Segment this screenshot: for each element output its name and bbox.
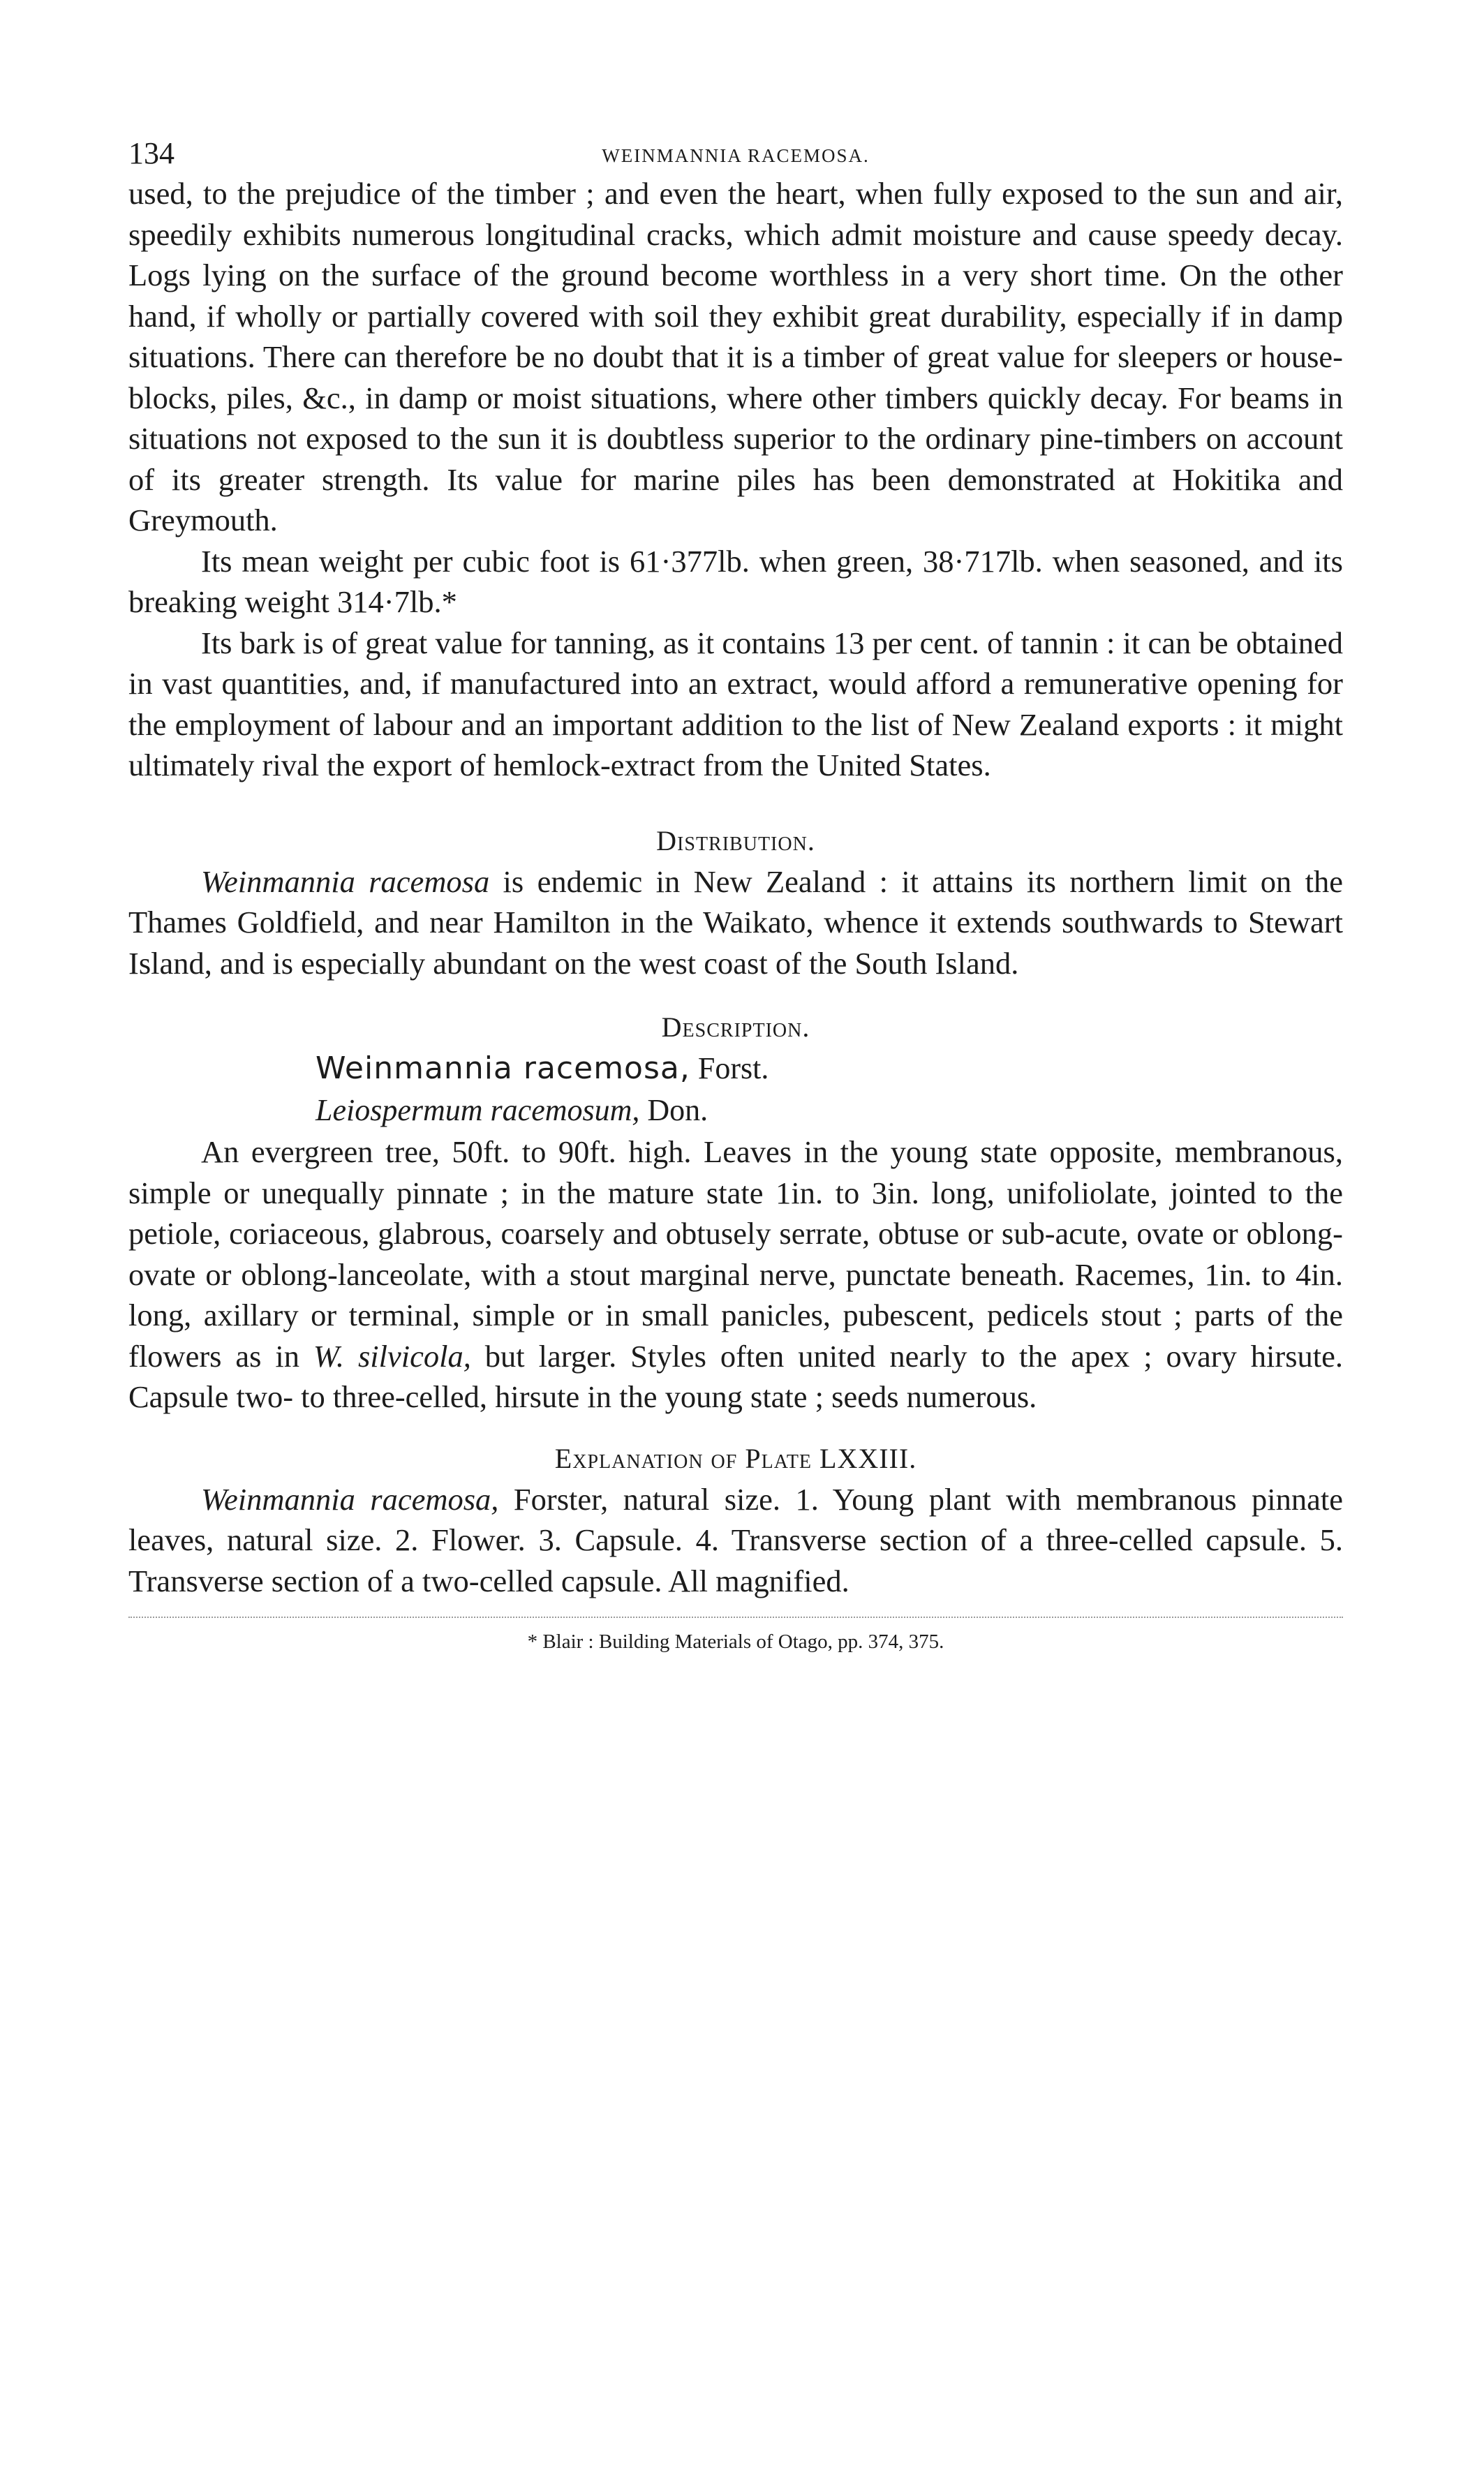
paragraph-timber-weight: Its mean weight per cubic foot is 61·377lb. when green, 38·717lb. when seasoned, and its breaking weight 314·7lb.* bbox=[128, 543, 1343, 619]
species-name: Weinmannia racemosa, bbox=[316, 1050, 690, 1086]
plate-species: Weinmannia racemosa, bbox=[201, 1481, 499, 1517]
footnote: * Blair : Building Materials of Otago, pp. 374, 375. bbox=[527, 1631, 944, 1653]
distribution-heading: Distribution. bbox=[656, 824, 815, 856]
species-line bbox=[316, 1048, 1343, 1090]
synonym-name: Leiospermum racemosum, bbox=[316, 1093, 640, 1127]
page-number: 134 bbox=[128, 136, 175, 170]
description-heading: Description. bbox=[661, 1011, 810, 1043]
running-title: WEINMANNIA RACEMOSA. bbox=[602, 145, 870, 166]
page bbox=[128, 134, 1343, 1656]
description-ref-species: W. silvicola, bbox=[313, 1338, 471, 1374]
paragraph-timber-durability: used, to the prejudice of the timber ; and even the heart, when fully exposed to the sun and air, speedily exhibits numerous longitudinal cracks, which admit moisture and cause speedy decay. Logs lying on the surface of the ground become worthless in a very short time. On the other hand, if wholly or partially covered with soil they exhibit great durability, especially if in damp situations. There can therefore be no doubt that it is a timber of great value for sleepers or house-blocks, piles, &c., in damp or moist situations, where other timbers quickly decay. For beams in situations not exposed to the sun it is doubtless superior to the ordinary pine-timbers on account of its greater strength. Its value for marine piles has been demonstrated at Hokitika and Greymouth. bbox=[128, 176, 1343, 537]
plate-text: Forster, natural size. 1. Young plant with membranous pinnate leaves, natural size. 2. Flower. 3. Capsule. 4. Transverse section of a three-celled capsule. 5. Transverse section of a two-celled capsule. All magnified. bbox=[128, 1481, 1343, 1598]
species-author: Forst. bbox=[690, 1051, 769, 1085]
description-text-b: but larger. Styles often united nearly to the apex ; ovary hirsute. Capsule two- to three-celled, hirsute in the young state ; seeds numerous. bbox=[128, 1338, 1343, 1414]
description-text-a: An evergreen tree, 50ft. to 90ft. high. Leaves in the young state opposite, membranous, simple or unequally pinnate ; in the mature state 1in. to 3in. long, unifoliolate, jointed to the petiole, coriaceous, glabrous, coarsely and obtusely serrate, obtuse or sub-acute, ovate or oblong-ovate or oblong-lanceolate, with a stout marginal nerve, punctate beneath. Racemes, 1in. to 4in. long, axillary or terminal, simple or in small panicles, pubescent, pedicels stout ; parts of the flowers as in bbox=[128, 1134, 1343, 1374]
plate-paragraph bbox=[128, 1479, 1343, 1602]
distribution-species: Weinmannia racemosa bbox=[201, 863, 490, 899]
distribution-text: is endemic in New Zealand : it attains its northern limit on the Thames Goldfield, and near Hamilton in the Waikato, whence it extends southwards to Stewart Island, and is especially abundant on the west coast of the South Island. bbox=[128, 863, 1343, 981]
synonym-line bbox=[316, 1090, 1343, 1131]
footnote-rule bbox=[128, 1617, 1343, 1618]
running-head bbox=[128, 134, 1343, 173]
synonym-author: Don. bbox=[639, 1093, 708, 1127]
distribution-paragraph bbox=[128, 861, 1343, 984]
description-paragraph bbox=[128, 1131, 1343, 1418]
plate-heading: Explanation of Plate LXXIII. bbox=[554, 1442, 917, 1474]
paragraph-bark-tannin: Its bark is of great value for tanning, as it contains 13 per cent. of tannin : it can be obtained in vast quantities, and, if manufactured into an extract, would afford a remunerative opening for the employment of labour and an important addition to the list of New Zealand exports : it might ultimately rival the export of hemlock-extract from the United States. bbox=[128, 625, 1343, 782]
